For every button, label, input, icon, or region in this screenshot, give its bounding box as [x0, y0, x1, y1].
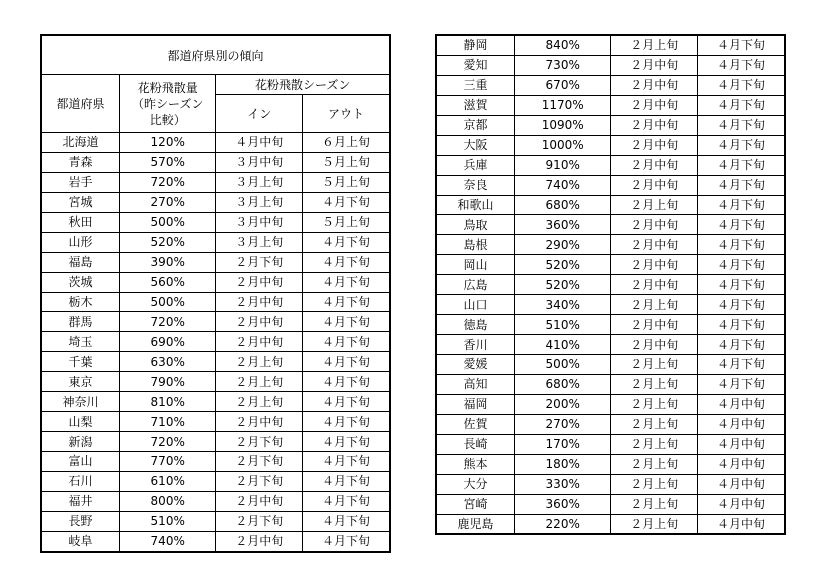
- prefecture-cell: 奈良: [436, 175, 514, 195]
- season-out-cell: ４月下旬: [302, 471, 390, 491]
- table-row: [41, 432, 390, 452]
- season-in-cell: ２月上旬: [611, 374, 697, 394]
- season-in-cell: ２月中旬: [216, 531, 302, 551]
- table-row: [436, 75, 785, 95]
- amount-cell: 630%: [119, 352, 216, 372]
- season-in-cell: ２月中旬: [611, 335, 697, 355]
- prefecture-cell: 大阪: [436, 135, 514, 155]
- amount-cell: 1090%: [514, 115, 611, 135]
- season-out-cell: ５月上旬: [302, 212, 390, 232]
- prefecture-cell: 北海道: [41, 133, 119, 153]
- amount-cell: 330%: [514, 474, 611, 494]
- season-out-cell: ４月下旬: [697, 95, 785, 115]
- amount-cell: 680%: [514, 195, 611, 215]
- season-out-cell: ５月上旬: [302, 152, 390, 172]
- header-out: アウト: [302, 95, 390, 133]
- table-row: [436, 235, 785, 255]
- season-out-cell: ４月下旬: [302, 511, 390, 531]
- season-out-cell: ４月下旬: [697, 315, 785, 335]
- season-in-cell: ２月上旬: [216, 352, 302, 372]
- table-row: [41, 452, 390, 472]
- prefecture-cell: 茨城: [41, 272, 119, 292]
- table-row: [436, 215, 785, 235]
- prefecture-cell: 神奈川: [41, 392, 119, 412]
- table-row: [41, 192, 390, 212]
- header-amount-line2: （昨シーズン: [132, 96, 204, 111]
- prefecture-cell: 岐阜: [41, 531, 119, 551]
- table-row: [436, 135, 785, 155]
- prefecture-cell: 広島: [436, 275, 514, 295]
- prefecture-cell: 愛媛: [436, 355, 514, 375]
- prefecture-cell: 秋田: [41, 212, 119, 232]
- prefecture-cell: 東京: [41, 372, 119, 392]
- prefecture-cell: 鹿児島: [436, 514, 514, 534]
- amount-cell: 560%: [119, 272, 216, 292]
- amount-cell: 720%: [119, 312, 216, 332]
- table-row: [41, 412, 390, 432]
- table-row: [436, 295, 785, 315]
- table-row: [41, 212, 390, 232]
- season-in-cell: ２月上旬: [611, 35, 697, 55]
- prefecture-cell: 宮城: [41, 192, 119, 212]
- pollen-table-left: [40, 34, 391, 553]
- season-in-cell: ２月上旬: [611, 195, 697, 215]
- season-out-cell: ４月下旬: [302, 531, 390, 551]
- season-in-cell: ２月下旬: [216, 471, 302, 491]
- prefecture-cell: 熊本: [436, 454, 514, 474]
- season-in-cell: ２月中旬: [611, 255, 697, 275]
- season-in-cell: ２月中旬: [216, 412, 302, 432]
- prefecture-cell: 大分: [436, 474, 514, 494]
- season-in-cell: ２月上旬: [611, 414, 697, 434]
- season-in-cell: ２月上旬: [611, 514, 697, 534]
- amount-cell: 910%: [514, 155, 611, 175]
- prefecture-cell: 千葉: [41, 352, 119, 372]
- table-row: [41, 491, 390, 511]
- amount-cell: 390%: [119, 252, 216, 272]
- amount-cell: 710%: [119, 412, 216, 432]
- season-in-cell: ２月上旬: [611, 355, 697, 375]
- season-in-cell: ２月下旬: [216, 452, 302, 472]
- amount-cell: 270%: [119, 192, 216, 212]
- table-row: [436, 195, 785, 215]
- season-out-cell: ４月下旬: [302, 392, 390, 412]
- season-out-cell: ４月下旬: [302, 272, 390, 292]
- prefecture-cell: 京都: [436, 115, 514, 135]
- prefecture-cell: 福岡: [436, 394, 514, 414]
- header-season: 花粉飛散シーズン: [216, 75, 390, 95]
- season-in-cell: ２月中旬: [611, 275, 697, 295]
- season-in-cell: ２月中旬: [611, 155, 697, 175]
- amount-cell: 570%: [119, 152, 216, 172]
- season-out-cell: ４月下旬: [697, 374, 785, 394]
- season-out-cell: ４月中旬: [697, 514, 785, 534]
- table-row: [41, 372, 390, 392]
- season-out-cell: ４月中旬: [697, 414, 785, 434]
- season-out-cell: ４月下旬: [302, 292, 390, 312]
- amount-cell: 740%: [514, 175, 611, 195]
- amount-cell: 670%: [514, 75, 611, 95]
- season-in-cell: ３月中旬: [216, 152, 302, 172]
- table-row: [436, 355, 785, 375]
- prefecture-cell: 三重: [436, 75, 514, 95]
- season-out-cell: ４月下旬: [302, 452, 390, 472]
- prefecture-cell: 鳥取: [436, 215, 514, 235]
- season-in-cell: ２月中旬: [611, 75, 697, 95]
- amount-cell: 520%: [514, 255, 611, 275]
- season-in-cell: ２月中旬: [611, 55, 697, 75]
- season-in-cell: ２月上旬: [611, 434, 697, 454]
- season-in-cell: ２月中旬: [611, 95, 697, 115]
- table-row: [436, 514, 785, 534]
- season-in-cell: ４月中旬: [216, 133, 302, 153]
- table-row: [436, 414, 785, 434]
- amount-cell: 500%: [514, 355, 611, 375]
- amount-cell: 730%: [514, 55, 611, 75]
- table-row: [41, 511, 390, 531]
- season-out-cell: ４月下旬: [302, 312, 390, 332]
- amount-cell: 610%: [119, 471, 216, 491]
- prefecture-cell: 和歌山: [436, 195, 514, 215]
- season-in-cell: ２月中旬: [611, 135, 697, 155]
- table-row: [41, 332, 390, 352]
- prefecture-cell: 長崎: [436, 434, 514, 454]
- amount-cell: 770%: [119, 452, 216, 472]
- season-in-cell: ２月中旬: [216, 272, 302, 292]
- amount-cell: 120%: [119, 133, 216, 153]
- table-row: [41, 232, 390, 252]
- table-row: [41, 272, 390, 292]
- amount-cell: 1170%: [514, 95, 611, 115]
- header-amount-line3: 比較）: [149, 112, 186, 127]
- amount-cell: 290%: [514, 235, 611, 255]
- amount-cell: 270%: [514, 414, 611, 434]
- prefecture-cell: 栃木: [41, 292, 119, 312]
- prefecture-cell: 兵庫: [436, 155, 514, 175]
- table-row: [41, 392, 390, 412]
- amount-cell: 170%: [514, 434, 611, 454]
- prefecture-cell: 徳島: [436, 315, 514, 335]
- prefecture-cell: 山形: [41, 232, 119, 252]
- season-out-cell: ４月下旬: [302, 352, 390, 372]
- season-out-cell: ４月下旬: [302, 491, 390, 511]
- season-in-cell: ２月下旬: [216, 511, 302, 531]
- table-row: [41, 531, 390, 551]
- amount-cell: 520%: [514, 275, 611, 295]
- amount-cell: 510%: [514, 315, 611, 335]
- season-out-cell: ４月中旬: [697, 394, 785, 414]
- header-amount: [119, 75, 216, 133]
- prefecture-cell: 静岡: [436, 35, 514, 55]
- table-row: [436, 255, 785, 275]
- season-out-cell: ４月下旬: [697, 215, 785, 235]
- prefecture-cell: 福島: [41, 252, 119, 272]
- amount-cell: 200%: [514, 394, 611, 414]
- season-out-cell: ４月下旬: [697, 335, 785, 355]
- season-out-cell: ５月上旬: [302, 172, 390, 192]
- prefecture-cell: 高知: [436, 374, 514, 394]
- table-row: [41, 172, 390, 192]
- prefecture-cell: 岡山: [436, 255, 514, 275]
- table-row: [436, 494, 785, 514]
- season-out-cell: ４月中旬: [697, 494, 785, 514]
- pollen-table-right: [435, 34, 786, 535]
- amount-cell: 340%: [514, 295, 611, 315]
- season-in-cell: ２月上旬: [611, 295, 697, 315]
- amount-cell: 180%: [514, 454, 611, 474]
- prefecture-cell: 富山: [41, 452, 119, 472]
- table-row: [436, 95, 785, 115]
- season-out-cell: ４月下旬: [302, 372, 390, 392]
- amount-cell: 500%: [119, 212, 216, 232]
- table-row: [436, 454, 785, 474]
- table-row: [41, 312, 390, 332]
- prefecture-cell: 香川: [436, 335, 514, 355]
- table-row: [436, 35, 785, 55]
- prefecture-cell: 石川: [41, 471, 119, 491]
- amount-cell: 800%: [119, 491, 216, 511]
- season-out-cell: ４月下旬: [697, 175, 785, 195]
- season-out-cell: ４月下旬: [697, 255, 785, 275]
- season-out-cell: ４月下旬: [302, 192, 390, 212]
- amount-cell: 410%: [514, 335, 611, 355]
- table-row: [436, 275, 785, 295]
- table-row: [41, 292, 390, 312]
- table-row: [436, 434, 785, 454]
- season-in-cell: ３月上旬: [216, 232, 302, 252]
- season-in-cell: ２月中旬: [216, 312, 302, 332]
- prefecture-cell: 山梨: [41, 412, 119, 432]
- amount-cell: 840%: [514, 35, 611, 55]
- season-in-cell: ２月中旬: [611, 235, 697, 255]
- table-row: [436, 155, 785, 175]
- season-in-cell: ２月上旬: [611, 474, 697, 494]
- table-row: [41, 352, 390, 372]
- table-row: [436, 394, 785, 414]
- table-row: [436, 374, 785, 394]
- prefecture-cell: 滋賀: [436, 95, 514, 115]
- table-row: [436, 474, 785, 494]
- season-out-cell: ４月下旬: [697, 35, 785, 55]
- header-amount-line1: 花粉飛散量: [137, 80, 198, 95]
- season-out-cell: ４月中旬: [697, 474, 785, 494]
- prefecture-cell: 宮崎: [436, 494, 514, 514]
- table-row: [41, 152, 390, 172]
- season-in-cell: ２月上旬: [611, 494, 697, 514]
- prefecture-cell: 島根: [436, 235, 514, 255]
- prefecture-cell: 群馬: [41, 312, 119, 332]
- season-in-cell: ２月中旬: [611, 215, 697, 235]
- table-title: 都道府県別の傾向: [41, 35, 390, 75]
- season-out-cell: ４月中旬: [697, 454, 785, 474]
- amount-cell: 500%: [119, 292, 216, 312]
- season-out-cell: ４月中旬: [697, 434, 785, 454]
- season-out-cell: ４月下旬: [697, 55, 785, 75]
- header-prefecture: 都道府県: [41, 75, 119, 133]
- prefecture-cell: 青森: [41, 152, 119, 172]
- season-out-cell: ４月下旬: [302, 252, 390, 272]
- amount-cell: 740%: [119, 531, 216, 551]
- amount-cell: 810%: [119, 392, 216, 412]
- amount-cell: 1000%: [514, 135, 611, 155]
- table-row: [41, 471, 390, 491]
- season-out-cell: ４月下旬: [697, 235, 785, 255]
- table-row: [436, 315, 785, 335]
- prefecture-cell: 埼玉: [41, 332, 119, 352]
- season-out-cell: ４月下旬: [697, 115, 785, 135]
- amount-cell: 720%: [119, 432, 216, 452]
- season-out-cell: ４月下旬: [302, 432, 390, 452]
- prefecture-cell: 福井: [41, 491, 119, 511]
- prefecture-cell: 山口: [436, 295, 514, 315]
- prefecture-cell: 愛知: [436, 55, 514, 75]
- season-out-cell: ４月下旬: [697, 75, 785, 95]
- prefecture-cell: 岩手: [41, 172, 119, 192]
- amount-cell: 360%: [514, 215, 611, 235]
- season-out-cell: ４月下旬: [302, 232, 390, 252]
- season-out-cell: ４月下旬: [697, 295, 785, 315]
- season-in-cell: ２月中旬: [611, 115, 697, 135]
- season-in-cell: ２月中旬: [611, 315, 697, 335]
- table-row: [436, 115, 785, 135]
- season-out-cell: ６月上旬: [302, 133, 390, 153]
- amount-cell: 220%: [514, 514, 611, 534]
- amount-cell: 720%: [119, 172, 216, 192]
- season-in-cell: ２月中旬: [216, 292, 302, 312]
- season-in-cell: ２月中旬: [611, 175, 697, 195]
- season-in-cell: ２月中旬: [216, 332, 302, 352]
- season-in-cell: ２月下旬: [216, 252, 302, 272]
- season-out-cell: ４月下旬: [302, 412, 390, 432]
- season-in-cell: ３月上旬: [216, 172, 302, 192]
- season-out-cell: ４月下旬: [697, 155, 785, 175]
- season-in-cell: ２月上旬: [216, 392, 302, 412]
- table-row: [41, 133, 390, 153]
- season-in-cell: ３月中旬: [216, 212, 302, 232]
- table-row: [436, 335, 785, 355]
- season-out-cell: ４月下旬: [697, 195, 785, 215]
- header-in: イン: [216, 95, 302, 133]
- prefecture-cell: 新潟: [41, 432, 119, 452]
- prefecture-cell: 長野: [41, 511, 119, 531]
- season-in-cell: ２月中旬: [216, 491, 302, 511]
- season-out-cell: ４月下旬: [697, 355, 785, 375]
- table-row: [41, 252, 390, 272]
- amount-cell: 690%: [119, 332, 216, 352]
- table-row: [436, 55, 785, 75]
- season-out-cell: ４月下旬: [697, 135, 785, 155]
- season-in-cell: ２月下旬: [216, 432, 302, 452]
- amount-cell: 510%: [119, 511, 216, 531]
- season-in-cell: ２月上旬: [611, 394, 697, 414]
- amount-cell: 790%: [119, 372, 216, 392]
- amount-cell: 520%: [119, 232, 216, 252]
- season-in-cell: ２月上旬: [611, 454, 697, 474]
- prefecture-cell: 佐賀: [436, 414, 514, 434]
- season-out-cell: ４月下旬: [697, 275, 785, 295]
- season-in-cell: ２月上旬: [216, 372, 302, 392]
- season-out-cell: ４月下旬: [302, 332, 390, 352]
- season-in-cell: ３月上旬: [216, 192, 302, 212]
- amount-cell: 360%: [514, 494, 611, 514]
- amount-cell: 680%: [514, 374, 611, 394]
- table-row: [436, 175, 785, 195]
